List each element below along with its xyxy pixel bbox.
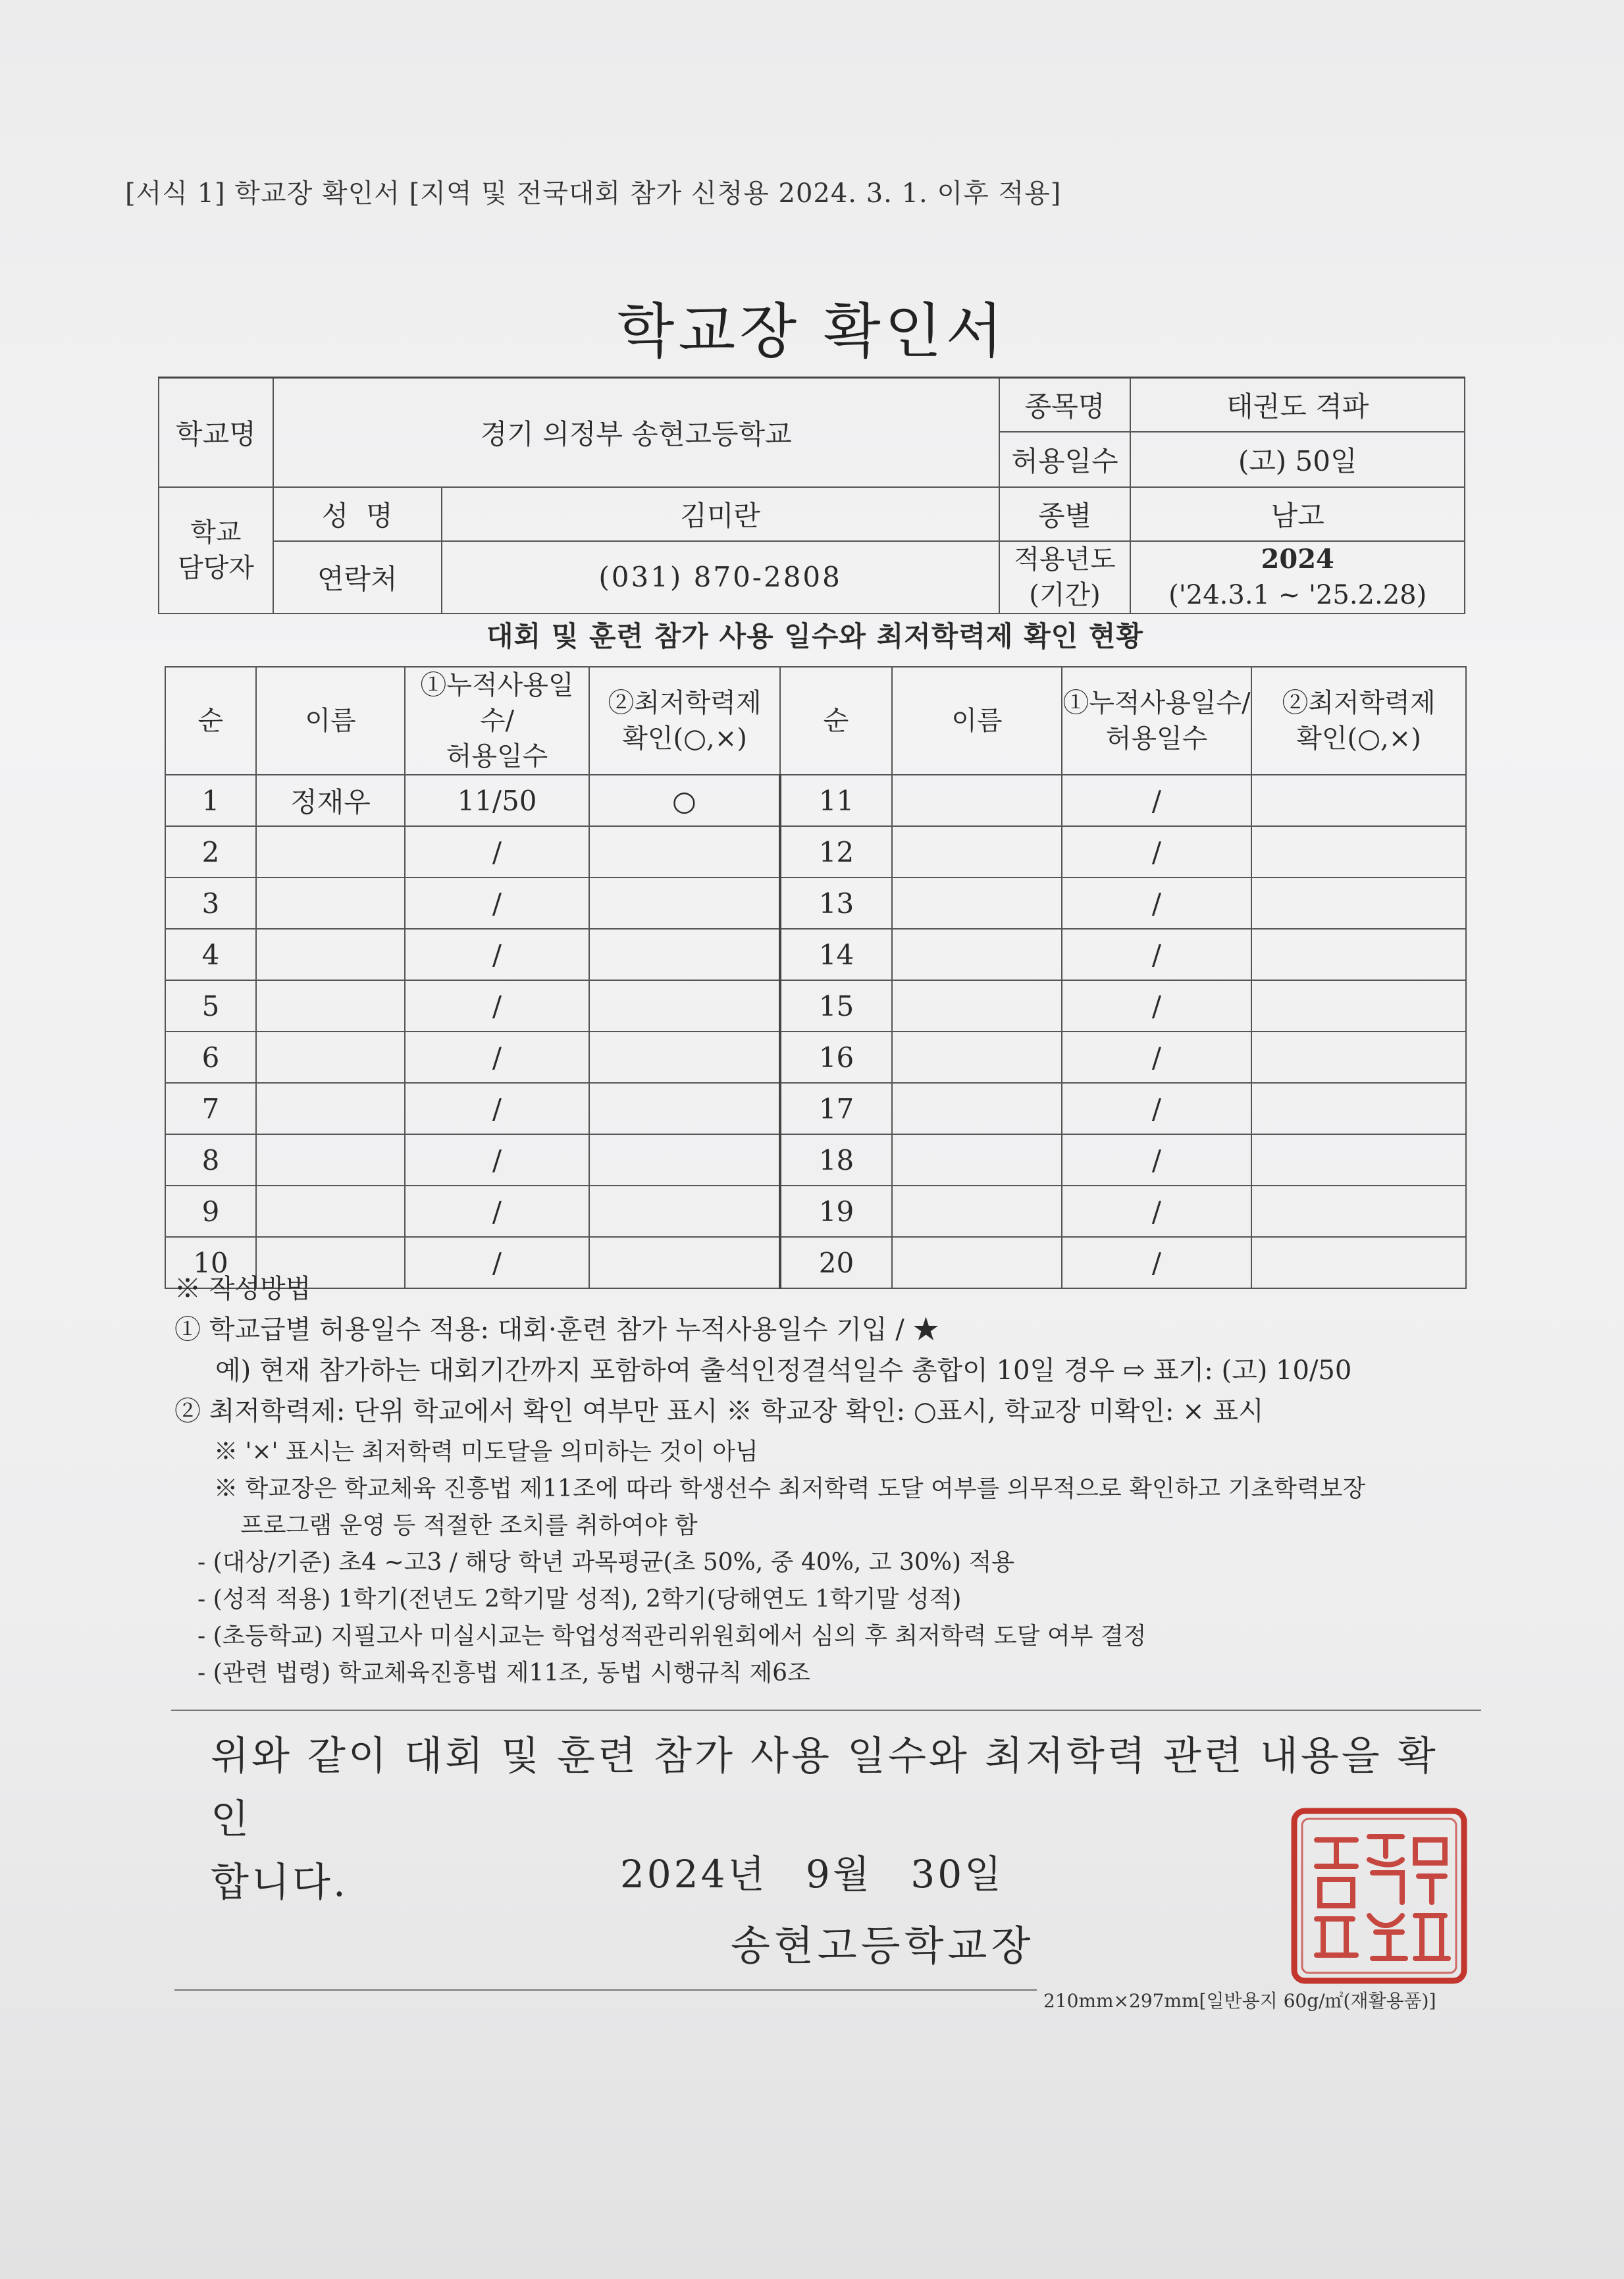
col-header-name: 이름: [256, 667, 405, 775]
principal-name: 송현고등학교장: [731, 1922, 1035, 1970]
table-row: [165, 929, 1466, 980]
row-check: [1251, 826, 1466, 878]
divider-bottom: [174, 1989, 1037, 1991]
category-label: 종별: [999, 487, 1131, 541]
row-name: [892, 1032, 1062, 1083]
row-no: 18: [780, 1134, 892, 1186]
category-value: 남고: [1130, 487, 1465, 541]
row-no: 17: [780, 1083, 892, 1134]
row-no: 14: [780, 929, 892, 980]
sport-value: 태권도 격파: [1130, 378, 1465, 432]
row-no: 9: [165, 1186, 256, 1237]
row-name: [256, 826, 405, 878]
table-row: [165, 878, 1466, 929]
method-line-2: 예) 현재 참가하는 대회기간까지 포함하여 출석인정결석일수 총합이 10일 경우 ⇨ 표기: (고) 10/50: [215, 1355, 1352, 1386]
row-name: [892, 1083, 1062, 1134]
row-name: [892, 1237, 1062, 1288]
info-table: [158, 377, 1465, 614]
school-seal-stamp: [1290, 1807, 1468, 1985]
table-header-row: [165, 667, 1466, 775]
col-header-name-right: 이름: [892, 667, 1062, 775]
method-line-8: - (성적 적용) 1학기(전년도 2학기말 성적), 2학기(당해연도 1학기말 성적): [197, 1586, 962, 1613]
row-check: [589, 1083, 780, 1134]
row-check: [589, 1186, 780, 1237]
document-title: 학교장 확인서: [617, 297, 1007, 366]
row-name: [256, 1134, 405, 1186]
col-header-check: [589, 667, 780, 775]
method-line-4: ※ '×' 표시는 최저학력 미도달을 의미하는 것이 아님: [214, 1438, 758, 1465]
name-label: 성 명: [273, 487, 442, 541]
method-title: ※ 작성방법: [174, 1274, 311, 1304]
row-days: /: [405, 1134, 589, 1186]
row-no: 11: [780, 775, 892, 826]
divider-top: [171, 1710, 1481, 1711]
row-check: [1251, 1134, 1466, 1186]
row-check: [589, 1237, 780, 1288]
usage-days-table: [165, 666, 1467, 1289]
contact-label: 연락처: [273, 541, 442, 614]
col-header-days-right-line2: 허용일수: [1105, 723, 1208, 754]
row-name: [256, 1032, 405, 1083]
row-no: 13: [780, 878, 892, 929]
row-days: /: [1062, 1083, 1251, 1134]
row-check: [589, 826, 780, 878]
year-label-line1: 적용년도: [1014, 544, 1116, 575]
row-days: /: [405, 1083, 589, 1134]
row-days: /: [1062, 929, 1251, 980]
table-row: [165, 1186, 1466, 1237]
row-no: 7: [165, 1083, 256, 1134]
row-check: [1251, 878, 1466, 929]
row-no: 20: [780, 1237, 892, 1288]
row-check: [589, 1134, 780, 1186]
method-line-5: ※ 학교장은 학교체육 진흥법 제11조에 따라 학생선수 최저학력 도달 여부를 의무적으로 확인하고 기초학력보장: [214, 1475, 1366, 1502]
row-no: 4: [165, 929, 256, 980]
year-label: [999, 541, 1131, 614]
method-line-3: ② 최저학력제: 단위 학교에서 확인 여부만 표시 ※ 학교장 확인: ○표시, 학교장 미확인: × 표시: [174, 1396, 1264, 1427]
contact-value: (031) 870-2808: [442, 541, 999, 614]
row-check: [1251, 775, 1466, 826]
paper-spec-note: 210mm×297mm[일반용지 60g/㎡(재활용품)]: [1043, 1990, 1436, 2012]
table-row: [165, 826, 1466, 878]
row-name: [892, 980, 1062, 1032]
row-no: 12: [780, 826, 892, 878]
row-name: [256, 1186, 405, 1237]
table-row: [165, 1083, 1466, 1134]
row-days: /: [1062, 1237, 1251, 1288]
col-header-no-right: 순: [780, 667, 892, 775]
row-name: [256, 980, 405, 1032]
row-days: /: [1062, 1134, 1251, 1186]
row-check: [589, 980, 780, 1032]
row-check: [589, 1032, 780, 1083]
row-days: /: [405, 1186, 589, 1237]
sport-label: 종목명: [999, 378, 1131, 432]
row-name: [892, 775, 1062, 826]
year-label-line2: (기간): [1029, 579, 1101, 610]
col-header-days-right-line1: ①누적사용일수/: [1062, 688, 1251, 718]
table-row: [165, 980, 1466, 1032]
row-check: [1251, 1083, 1466, 1134]
row-days: /: [1062, 980, 1251, 1032]
col-header-days: [405, 667, 589, 775]
row-check: [1251, 1237, 1466, 1288]
row-name: [256, 878, 405, 929]
row-name: 정재우: [256, 775, 405, 826]
method-line-10: - (관련 법령) 학교체육진흥법 제11조, 동법 시행규칙 제6조: [197, 1660, 810, 1687]
table-row: [165, 1237, 1466, 1288]
method-line-6: 프로그램 운영 등 적절한 조치를 취하여야 함: [240, 1512, 698, 1539]
table-row: [165, 1032, 1466, 1083]
col-header-check-right: [1251, 667, 1466, 775]
confirmation-line-1: 위와 같이 대회 및 훈련 참가 사용 일수와 최저학력 관련 내용을 확인: [211, 1733, 1438, 1843]
row-days: /: [1062, 878, 1251, 929]
row-check: [589, 929, 780, 980]
row-days: /: [1062, 826, 1251, 878]
year-value: 2024: [1261, 543, 1334, 575]
row-no: 19: [780, 1186, 892, 1237]
method-line-7: - (대상/기준) 초4 ~고3 / 해당 학년 과목평균(초 50%, 중 40%, 고 30%) 적용: [197, 1549, 1015, 1576]
row-name: [892, 1134, 1062, 1186]
row-no: 5: [165, 980, 256, 1032]
row-days: /: [405, 1237, 589, 1288]
table-row: [165, 1134, 1466, 1186]
staff-label: [159, 487, 273, 614]
col-header-check-right-line1: ②최저학력제: [1282, 688, 1436, 718]
row-days: /: [1062, 1186, 1251, 1237]
allowed-days-label: 허용일수: [999, 432, 1131, 487]
allowed-days-value: (고) 50일: [1130, 432, 1465, 487]
row-days: 11/50: [405, 775, 589, 826]
col-header-check-right-line2: 확인(○,×): [1296, 723, 1421, 754]
row-days: /: [1062, 1032, 1251, 1083]
form-header: [서식 1] 학교장 확인서 [지역 및 전국대회 참가 신청용 2024. 3. 1. 이후 적용]: [125, 178, 1062, 209]
row-no: 10: [165, 1237, 256, 1288]
row-name: [256, 929, 405, 980]
row-check: [1251, 929, 1466, 980]
row-name: [892, 1186, 1062, 1237]
row-no: 6: [165, 1032, 256, 1083]
row-no: 2: [165, 826, 256, 878]
section-title: 대회 및 훈련 참가 사용 일수와 최저학력제 확인 현황: [486, 620, 1143, 652]
method-line-1: ① 학교급별 허용일수 적용: 대회·훈련 참가 누적사용일수 기입 / ★: [174, 1315, 939, 1345]
table-row: [165, 775, 1466, 826]
year-value-cell: [1130, 541, 1465, 614]
row-days: /: [405, 826, 589, 878]
school-value: 경기 의정부 송현고등학교: [273, 378, 999, 487]
staff-label-line1: 학교: [190, 517, 242, 548]
col-header-days-line1: ①누적사용일수/: [420, 670, 574, 736]
row-name: [892, 826, 1062, 878]
row-days: /: [405, 1032, 589, 1083]
name-value: 김미란: [442, 487, 999, 541]
row-no: 8: [165, 1134, 256, 1186]
year-period: ('24.3.1 ~ '25.2.28): [1168, 579, 1427, 610]
staff-label-line2: 담당자: [177, 552, 254, 583]
row-no: 1: [165, 775, 256, 826]
col-header-check-line2: 확인(○,×): [622, 723, 747, 754]
col-header-days-right: [1062, 667, 1251, 775]
row-days: /: [1062, 775, 1251, 826]
row-check: [1251, 980, 1466, 1032]
method-line-9: - (초등학교) 지필고사 미실시교는 학업성적관리위원회에서 심의 후 최저학력 도달 여부 결정: [197, 1623, 1147, 1650]
row-check: [1251, 1186, 1466, 1237]
row-check: [589, 878, 780, 929]
row-check: ○: [589, 775, 780, 826]
col-header-check-line1: ②최저학력제: [608, 688, 762, 718]
school-label: 학교명: [159, 378, 273, 487]
row-name: [892, 929, 1062, 980]
col-header-no: 순: [165, 667, 256, 775]
row-no: 15: [780, 980, 892, 1032]
row-no: 3: [165, 878, 256, 929]
confirmation-line-2: 합니다.: [211, 1860, 348, 1906]
row-days: /: [405, 980, 589, 1032]
row-check: [1251, 1032, 1466, 1083]
issue-date: 2024년 9월 30일: [619, 1852, 1005, 1897]
row-name: [892, 878, 1062, 929]
row-days: /: [405, 878, 589, 929]
row-days: /: [405, 929, 589, 980]
row-name: [256, 1083, 405, 1134]
col-header-days-line2: 허용일수: [446, 741, 548, 772]
row-no: 16: [780, 1032, 892, 1083]
